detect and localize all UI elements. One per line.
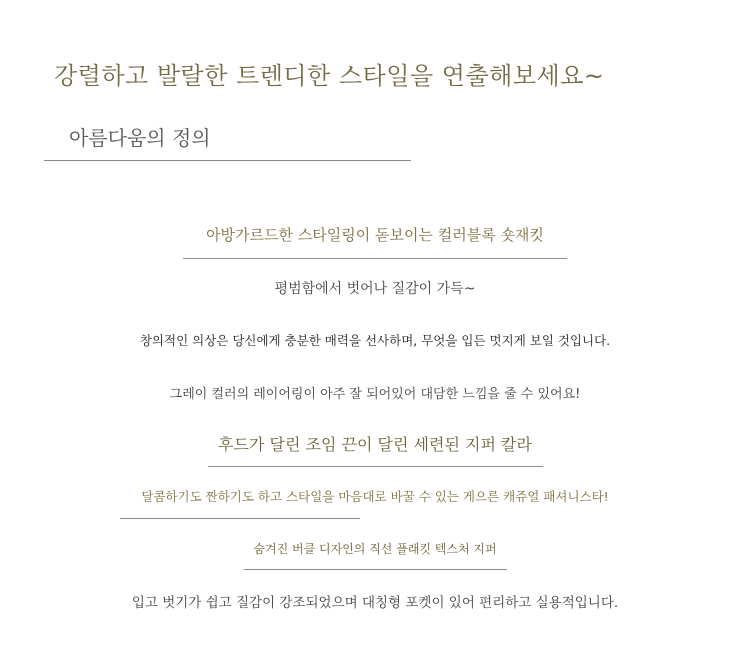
feature-title-divider xyxy=(244,569,507,570)
body-text-divider xyxy=(120,518,360,519)
body-text-creative-style: 창의적인 의상은 당신에게 충분한 매력을 선사하며, 무엇을 입든 멋지게 보일 것입니다. xyxy=(139,333,611,348)
feature-title-divider xyxy=(208,466,543,467)
feature-title-color-block-jacket: 아방가르드한 스타일링이 돋보이는 컬러블록 숏재킷 xyxy=(206,226,544,244)
feature-title-hood-zipper-collar: 후드가 달린 조임 끈이 달린 세련된 지퍼 칼라 xyxy=(218,435,532,454)
section-subheading: 아름다움의 정의 xyxy=(69,126,211,150)
page-headline: 강렬하고 발랄한 트렌디한 스타일을 연출해보세요~ xyxy=(54,62,605,90)
feature-title-divider xyxy=(183,258,567,259)
subheading-divider xyxy=(44,160,411,161)
body-text-symmetric-pockets: 입고 벗기가 쉽고 질감이 강조되었으며 대칭형 포켓이 있어 편리하고 실용적입니다. xyxy=(131,595,619,611)
body-text-gray-layering: 그레이 컬러의 레이어링이 아주 잘 되어있어 대담한 느낌을 줄 수 있어요! xyxy=(169,387,581,402)
body-text-casual-fashionista: 달콤하기도 짠하기도 하고 스타일을 마음대로 바꿀 수 있는 게으른 캐쥬얼 패셔니스타! xyxy=(141,489,609,504)
feature-title-hidden-buckle-zipper: 숨겨진 버클 디자인의 직선 플래킷 텍스처 지퍼 xyxy=(253,542,497,556)
tagline-text: 평범함에서 벗어나 질감이 가득~ xyxy=(274,281,476,297)
